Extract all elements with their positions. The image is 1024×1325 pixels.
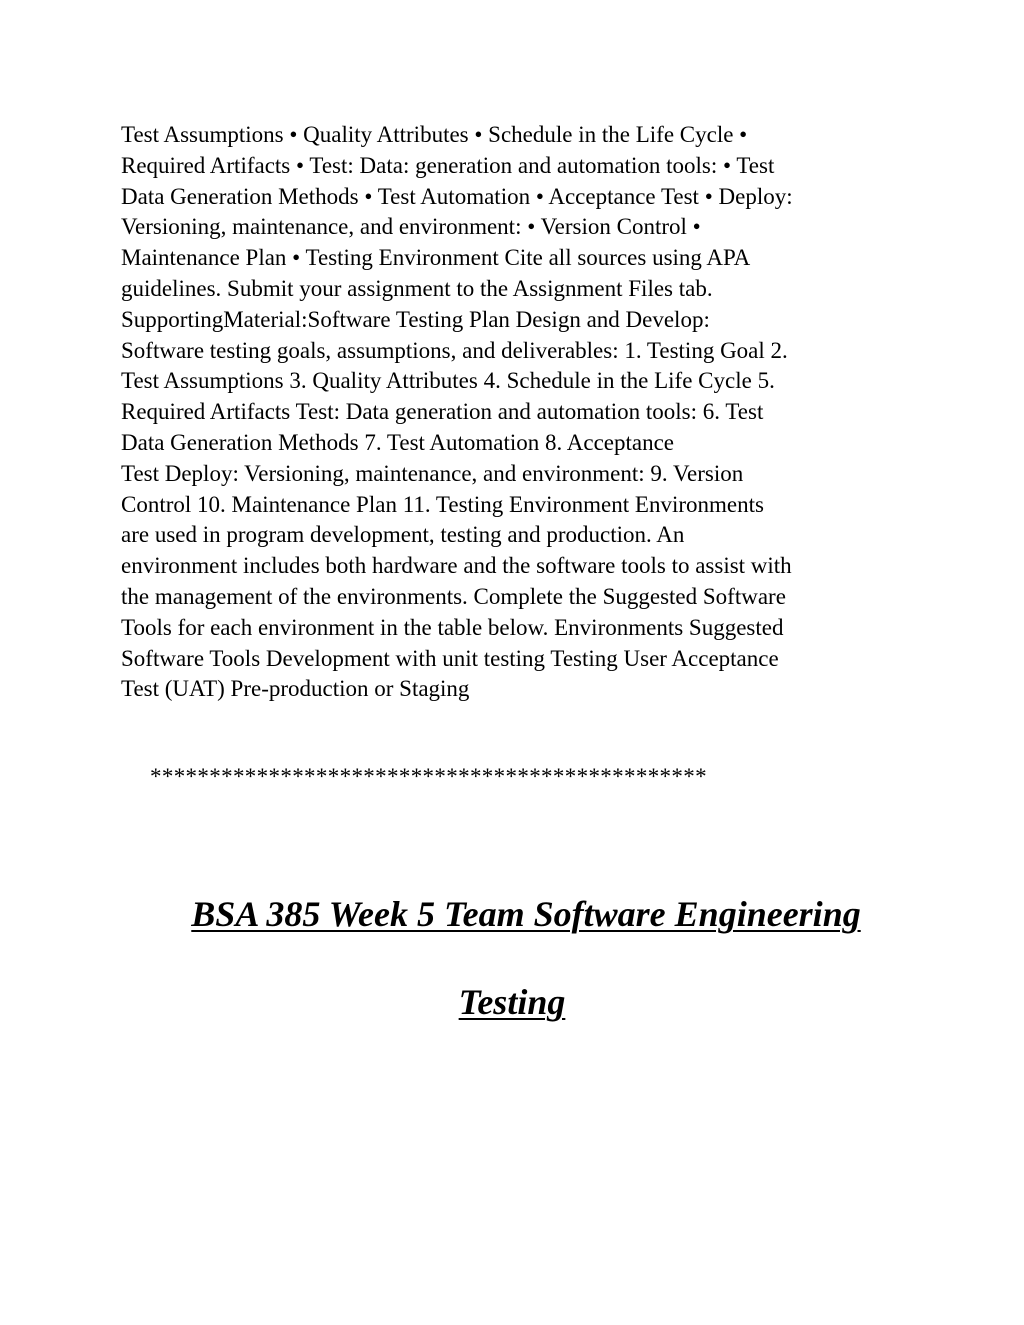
body-line: guidelines. Submit your assignment to the Assignment Files tab. (121, 275, 713, 301)
body-line: the management of the environments. Complete the Suggested Software (121, 583, 786, 609)
body-line: Required Artifacts Test: Data generation and automation tools: 6. Test (121, 399, 764, 425)
body-line: Test Assumptions 3. Quality Attributes 4. Schedule in the Life Cycle 5. (121, 368, 775, 394)
body-paragraph (121, 120, 921, 705)
body-line: are used in program development, testing and production. An (121, 522, 685, 548)
asterisk-separator: *********************************************** (150, 764, 707, 789)
body-line: Test (UAT) Pre-production or Staging (121, 676, 470, 702)
body-line: Data Generation Methods 7. Test Automation 8. Acceptance (121, 429, 675, 455)
body-line: Data Generation Methods • Test Automation • Acceptance Test • Deploy: (121, 183, 793, 209)
body-line: environment includes both hardware and the software tools to assist with (121, 553, 792, 579)
body-line: Software testing goals, assumptions, and deliverables: 1. Testing Goal 2. (121, 337, 788, 363)
body-line: Required Artifacts • Test: Data: generation and automation tools: • Test (121, 152, 775, 178)
heading-title-continued: Testing (458, 982, 566, 1022)
heading-title: BSA 385 Week 5 Team Software Engineering (191, 894, 861, 934)
body-line: Tools for each environment in the table below. Environments Suggested (121, 614, 784, 640)
body-line: Versioning, maintenance, and environment: • Version Control • (121, 214, 701, 240)
body-line: SupportingMaterial:Software Testing Plan Design and Develop: (121, 306, 710, 332)
body-line: Control 10. Maintenance Plan 11. Testing Environment Environments (121, 491, 764, 517)
body-line: Test Assumptions • Quality Attributes • Schedule in the Life Cycle • (121, 122, 748, 147)
body-line: Maintenance Plan • Testing Environment Cite all sources using APA (121, 245, 751, 271)
body-line: Software Tools Development with unit testing Testing User Acceptance (121, 645, 779, 671)
body-line: Test Deploy: Versioning, maintenance, and environment: 9. Version (121, 460, 744, 486)
